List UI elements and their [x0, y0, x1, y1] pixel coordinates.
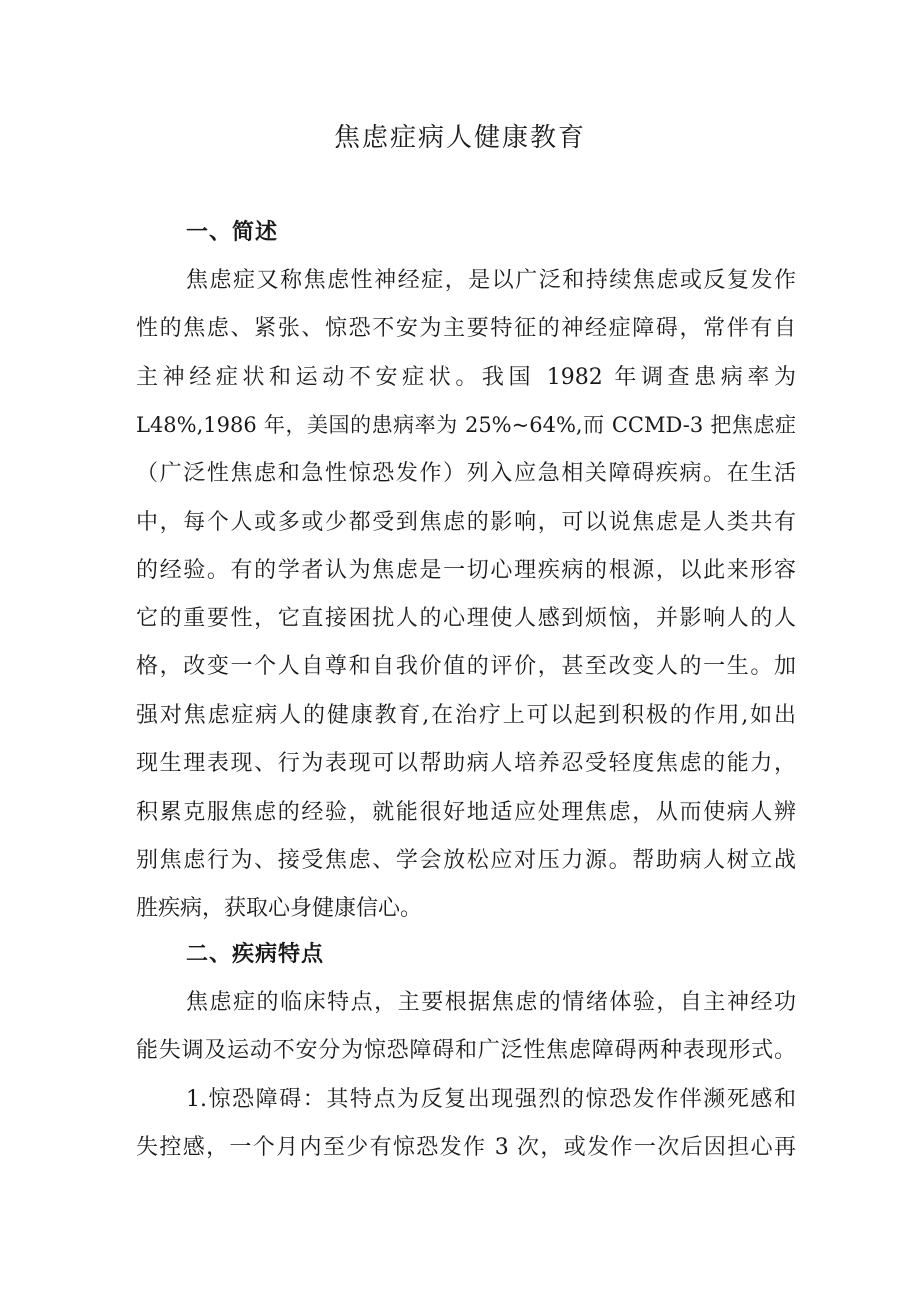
paragraph-line: 性的焦虑、紧张、惊恐不安为主要特征的神经症障碍，常伴有自: [136, 316, 796, 341]
paragraph-line: 强对焦虑症病人的健康教育,在治疗上可以起到积极的作用,如出: [136, 703, 796, 728]
paragraph-line: 中，每个人或多或少都受到焦虑的影响，可以说焦虑是人类共有: [136, 510, 796, 535]
paragraph-line: 别焦虑行为、接受焦虑、学会放松应对压力源。帮助病人树立战: [136, 848, 796, 873]
section-heading-disease-features: 二、疾病特点: [186, 942, 325, 967]
paragraph-line: L48%,1986 年，美国的患病率为 25%~64%,而 CCMD-3 把焦虑症: [136, 413, 796, 437]
paragraph-line: 1.惊恐障碍：其特点为反复出现强烈的惊恐发作伴濒死感和: [186, 1087, 796, 1112]
paragraph-line: 积累克服焦虑的经验，就能很好地适应处理焦虑，从而使病人辨: [136, 800, 796, 825]
paragraph-line: 现生理表现、行为表现可以帮助病人培养忍受轻度焦虑的能力，: [136, 751, 796, 776]
paragraph-line: 主神经症状和运动不安症状。我国 1982 年调查患病率为: [136, 365, 796, 390]
document-title: 焦虑症病人健康教育: [333, 123, 586, 153]
paragraph-line: 焦虑症的临床特点，主要根据焦虑的情绪体验，自主神经功: [186, 990, 796, 1015]
paragraph-line: 格，改变一个人自尊和自我价值的评价，甚至改变人的一生。加: [136, 654, 796, 679]
section-heading-overview: 一、简述: [186, 220, 279, 245]
paragraph-line: 能失调及运动不安分为惊恐障碍和广泛性焦虑障碍两种表现形式。: [136, 1038, 796, 1063]
paragraph-line: （广泛性焦虑和急性惊恐发作）列入应急相关障碍疾病。在生活: [136, 461, 796, 486]
paragraph-line: 胜疾病，获取心身健康信心。: [136, 896, 423, 921]
paragraph-line: 失控感，一个月内至少有惊恐发作 3 次，或发作一次后因担心再: [136, 1135, 796, 1160]
paragraph-line: 的经验。有的学者认为焦虑是一切心理疾病的根源，以此来形容: [136, 558, 796, 583]
paragraph-line: 它的重要性，它直接困扰人的心理使人感到烦恼，并影响人的人: [136, 606, 796, 631]
paragraph-line: 焦虑症又称焦虑性神经症，是以广泛和持续焦虑或反复发作: [186, 268, 796, 293]
